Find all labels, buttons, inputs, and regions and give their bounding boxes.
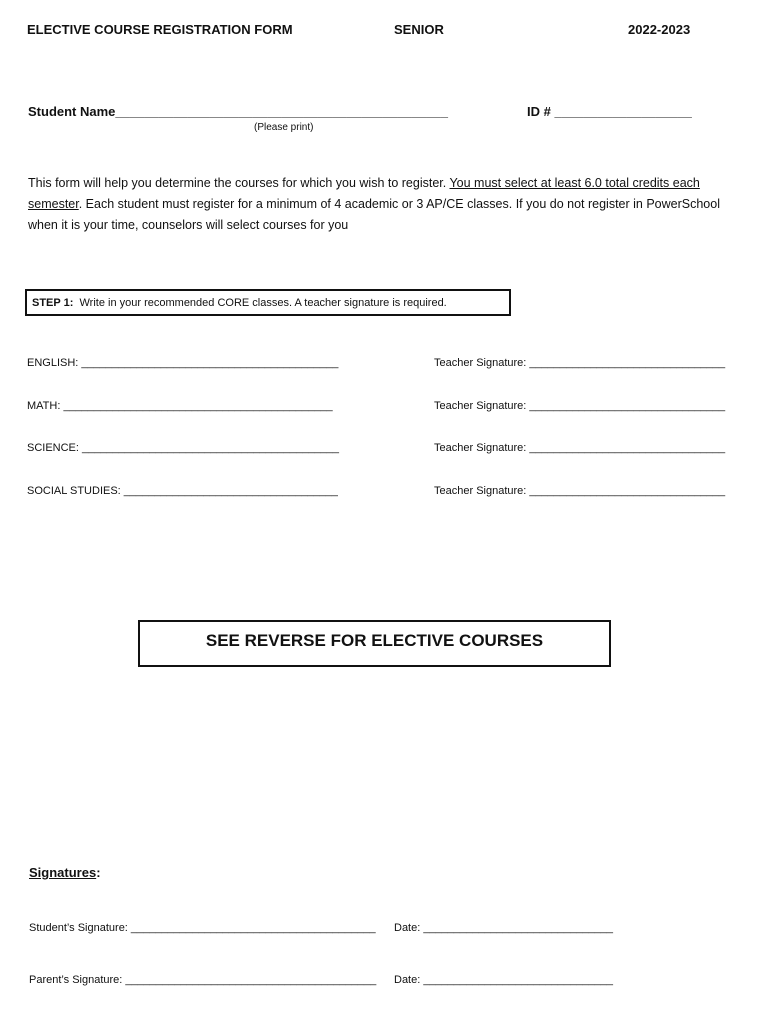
print-hint: (Please print) (254, 122, 314, 133)
intro-text-before: This form will help you determine the courses for which you wish to register. (28, 176, 447, 190)
science-field[interactable]: SCIENCE: __________________________________________ (27, 442, 339, 454)
step1-label: STEP 1: (32, 297, 74, 309)
reverse-notice-text: SEE REVERSE FOR ELECTIVE COURSES (205, 631, 544, 650)
social-studies-field[interactable]: SOCIAL STUDIES: ___________________________________ (27, 485, 338, 497)
school-year: 2022-2023 (628, 22, 691, 37)
student-signature-field[interactable]: Student’s Signature: ________________________________________ (29, 922, 376, 934)
signatures-colon: : (96, 865, 101, 880)
student-name-field[interactable]: ______________________________________________ (115, 104, 448, 119)
step1-instruction: Write in your recommended CORE classes. A teacher signature is required. (79, 297, 447, 309)
step1-box (25, 289, 511, 316)
student-name-row (28, 104, 448, 119)
parent-date-field[interactable]: Date: _______________________________ (394, 974, 613, 986)
english-field[interactable]: ENGLISH: __________________________________________ (27, 357, 339, 369)
intro-text-after: . Each student must register for a minimum of 4 academic or 3 AP/CE classes. If you do not register in PowerSchool when it is your time, counselors will select courses for you (28, 197, 720, 232)
student-id-field[interactable]: ___________________ (554, 104, 692, 119)
social-studies-teacher-signature[interactable]: Teacher Signature: ________________________________ (434, 485, 726, 497)
math-teacher-signature[interactable]: Teacher Signature: ________________________________ (434, 400, 726, 412)
student-id-row (527, 104, 692, 119)
form-title: ELECTIVE COURSE REGISTRATION FORM (27, 22, 293, 37)
math-field[interactable]: MATH: ____________________________________________ (27, 400, 333, 412)
signatures-heading-row (29, 865, 101, 880)
intro-credit-requirement: You must select at least 6.0 total credits each semester (28, 176, 700, 211)
student-id-label: ID # (527, 104, 551, 119)
signatures-heading: Signatures (29, 865, 97, 880)
intro-paragraph (28, 173, 740, 236)
reverse-notice-box (138, 620, 611, 667)
grade-label: SENIOR (394, 22, 444, 37)
student-date-field[interactable]: Date: _______________________________ (394, 922, 613, 934)
student-name-label: Student Name (28, 104, 116, 119)
science-teacher-signature[interactable]: Teacher Signature: ________________________________ (434, 442, 726, 454)
parent-signature-field[interactable]: Parent’s Signature: _________________________________________ (29, 974, 377, 986)
english-teacher-signature[interactable]: Teacher Signature: ________________________________ (434, 357, 726, 369)
